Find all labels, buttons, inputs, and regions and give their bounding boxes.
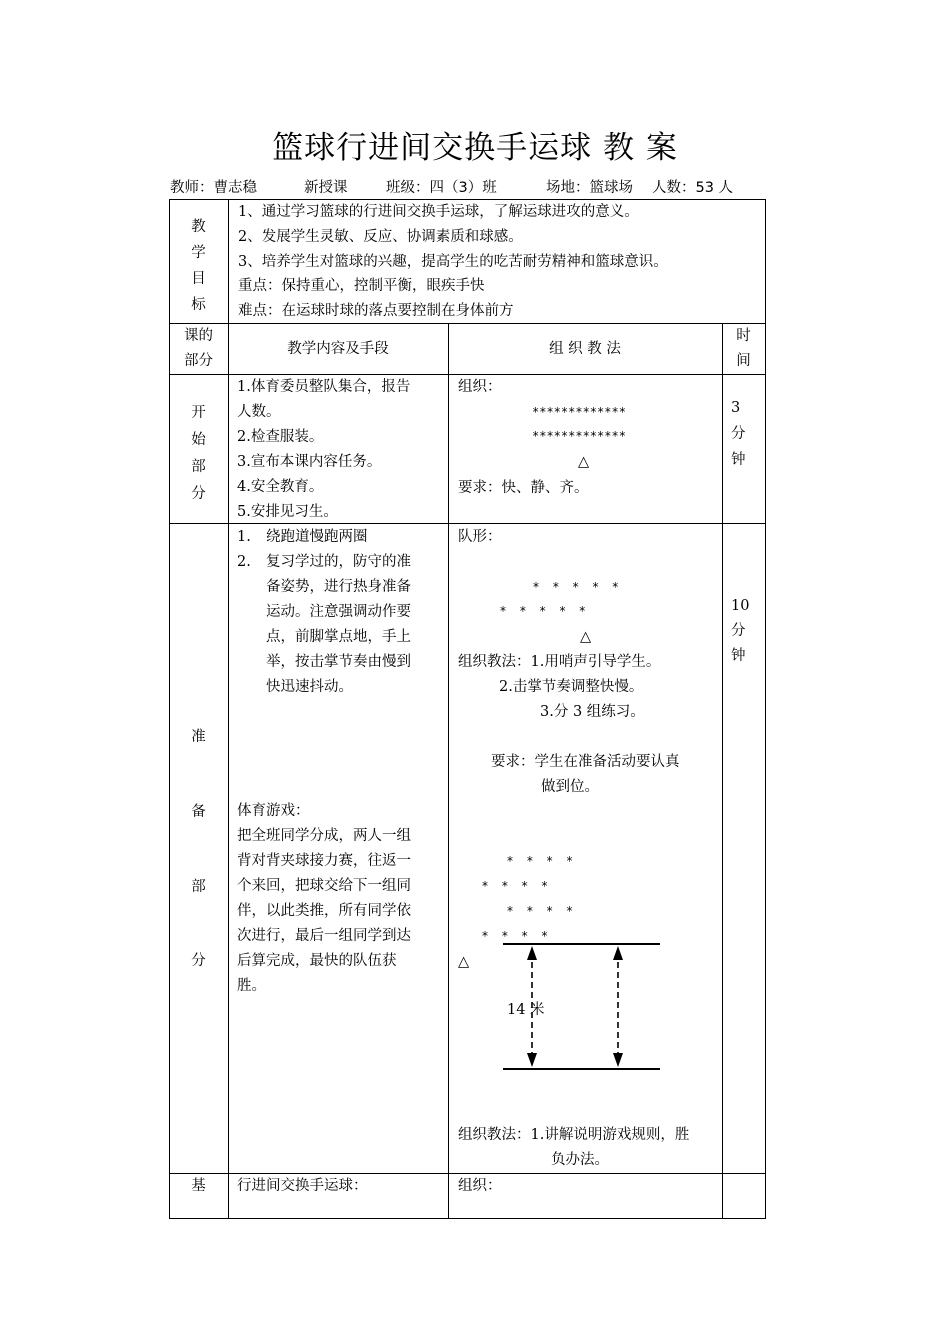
page-title: 篮球行进间交换手运球 教 案: [272, 130, 678, 166]
game-title: 体育游戏：: [237, 803, 310, 819]
formation-stars-row: * * * * *: [533, 580, 619, 594]
teacher-triangle-icon: △: [458, 954, 470, 970]
distance-label: 14 米: [507, 1002, 545, 1018]
formation-stars-row: * * * * *: [500, 604, 586, 618]
formation-stars-row: *************: [532, 405, 626, 419]
warmup-item-1: 绕跑道慢跑两圈: [266, 529, 368, 545]
class-label: 班级：四（3）班: [386, 180, 497, 196]
basic-section-method: 组织：: [458, 1178, 502, 1194]
basic-section-label: 基: [191, 1178, 206, 1194]
objective-3: 3、培养学生对篮球的兴趣，提高学生的吃苦耐劳精神和篮球意识。: [238, 254, 668, 270]
header-part: 课的 部分: [184, 328, 213, 369]
venue-label: 场地：篮球场: [546, 180, 633, 196]
game-stars-row: * * * *: [507, 854, 573, 868]
game-stars-row: * * * *: [482, 879, 548, 893]
game-stars-row: * * * *: [482, 929, 548, 943]
game-stars-row: * * * *: [507, 904, 573, 918]
objective-2: 2、发展学生灵敏、反应、协调素质和球感。: [238, 229, 523, 245]
prep-section-time: 10 分 钟: [731, 598, 750, 664]
header-content: 教学内容及手段: [287, 341, 389, 357]
objective-1: 1、通过学习篮球的行进间交换手运球，了解运球进攻的意义。: [238, 204, 639, 220]
basic-section-content: 行进间交换手运球：: [237, 1178, 368, 1194]
lesson-type: 新授课: [304, 180, 348, 196]
difficult-point: 难点：在运球时球的落点要控制在身体前方: [238, 303, 514, 319]
start-section-label: 开 始 部 分: [191, 405, 206, 502]
teacher-triangle-icon: △: [580, 629, 592, 645]
objectives-label: 教 学 目 标: [191, 219, 206, 313]
start-section-time: 3 分 钟: [731, 400, 746, 468]
header-method: 组 织 教 法: [549, 341, 621, 357]
teacher-triangle-icon: △: [578, 454, 590, 470]
formation-stars-row: *************: [532, 429, 626, 443]
teacher-label: 教师：曹志稳: [170, 180, 257, 196]
count-label: 人数：53 人: [652, 180, 734, 196]
header-time: 时 间: [736, 328, 751, 369]
key-point: 重点：保持重心，控制平衡，眼疾手快: [238, 278, 485, 294]
